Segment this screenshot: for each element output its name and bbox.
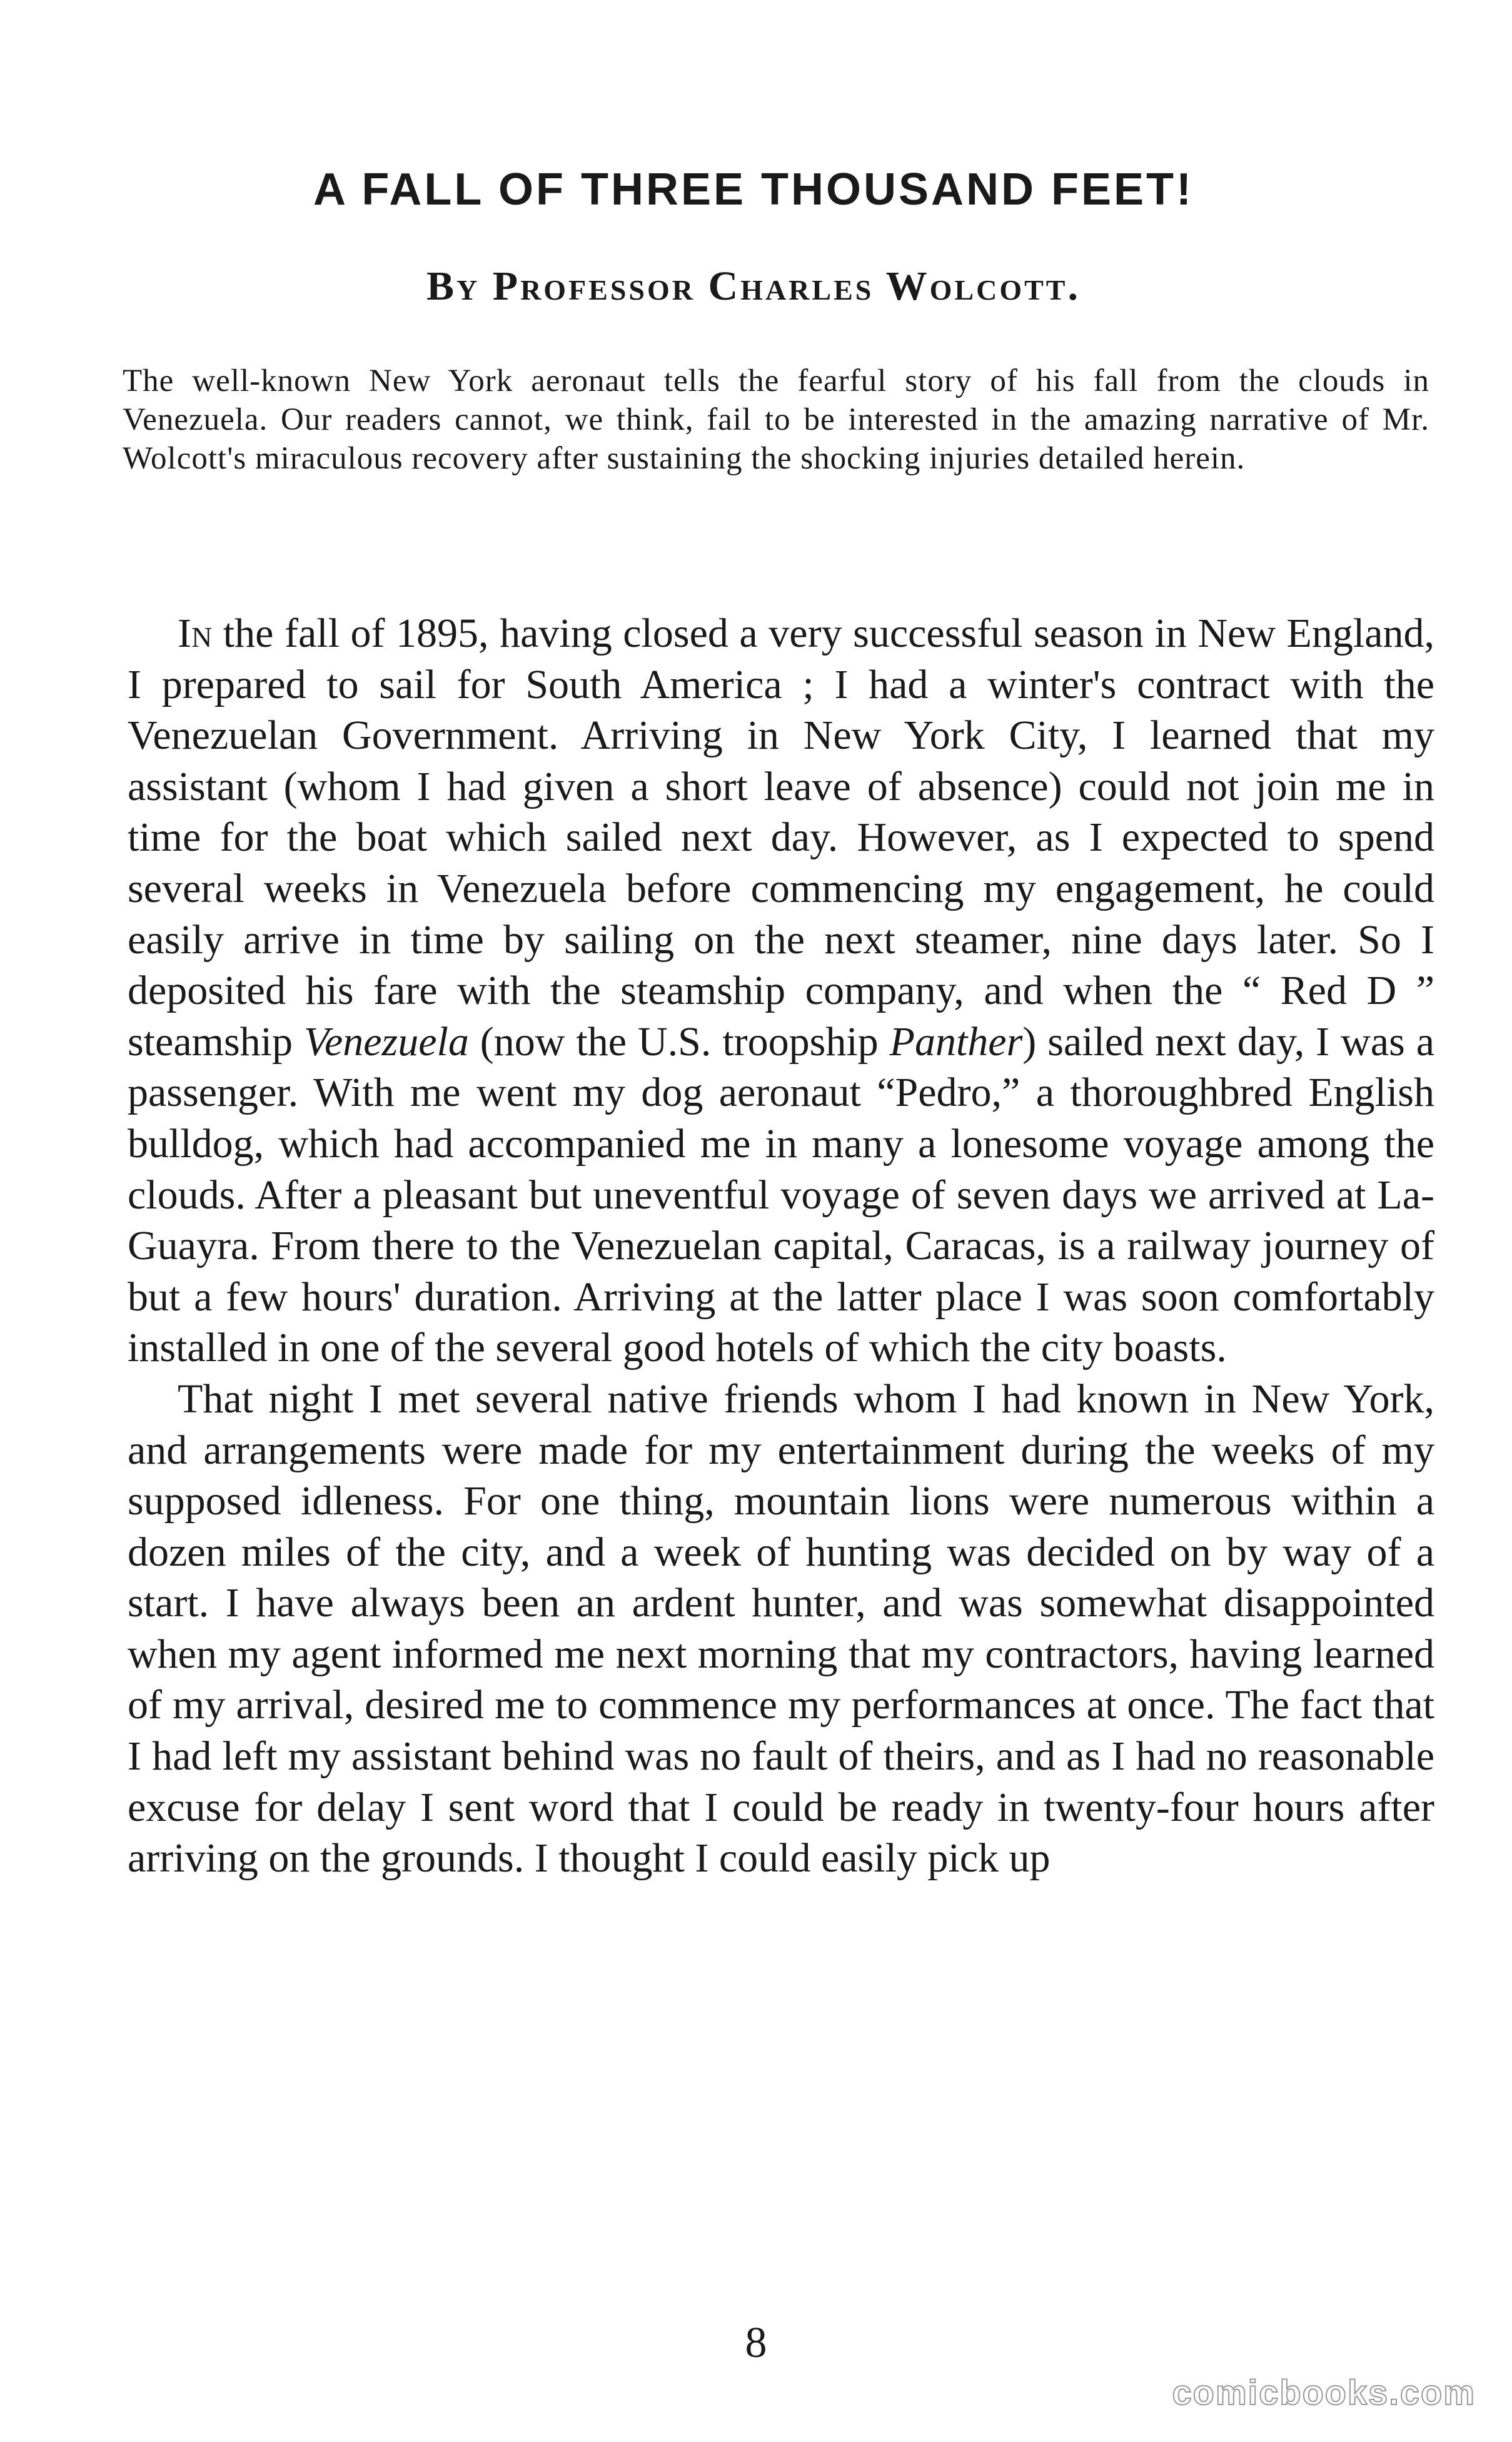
site-watermark: comicbooks.com (1172, 2373, 1476, 2412)
ship-name-panther: Panther (889, 1018, 1023, 1065)
ship-name-venezuela: Venezuela (303, 1018, 469, 1065)
paragraph-1-text-a: the fall of 1895, having closed a very successful season in New England, I prepared to sail for South America ; I had a winter's contract with the Venezuelan Government. Arriving in New York City, I learned that my assistant (whom I had given a short leave of absence) could not join me in time for the boat which sailed next day. However, as I expected to spend several weeks in Venezuela before commencing my engagement, he could easily arrive in time by sailing on the next steamer, nine days later. So I deposited his fare with the steamship company, and when the “ Red D ” steamship (128, 610, 1434, 1065)
article-title: A FALL OF THREE THOUSAND FEET! (313, 165, 1194, 215)
drop-cap: In (178, 610, 213, 656)
paragraph-1-text-c: ) sailed next day, I was a passenger. With me went my dog aeronaut “Pedro,” a thoroughbred English bulldog, which had accompanied me in many a lonesome voyage among the clouds. After a pleasant but uneventful voyage of seven days we arrived at La-Guayra. From there to the Venezuelan capital, Caracas, is a railway journey of but a few hours' duration. Arriving at the latter place I was soon comfortably installed in one of the several good hotels of which the city boasts. (128, 1018, 1435, 1371)
intro-summary: The well-known New York aeronaut tells the fearful story of his fall from the clouds in Venezuela. Our readers cannot, we think, fail to be interested in the amazing narrative of Mr. Wolcott's miraculous recovery after sustaining the shocking injuries detailed herein. (123, 363, 1429, 476)
paragraph-1-text-b: (now the U.S. troopship (468, 1018, 890, 1065)
paragraph-1 (128, 608, 1434, 1374)
article-body (128, 608, 1434, 1884)
page-number: 8 (745, 2319, 767, 2367)
author-byline: By Professor Charles Wolcott. (426, 263, 1081, 309)
paragraph-2: That night I met several native friends whom I had known in New York, and arrangements were made for my entertainment during the weeks of my supposed idleness. For one thing, mountain lions were numerous within a dozen miles of the city, and a week of hunting was decided on by way of a start. I have always been an ardent hunter, and was somewhat disappointed when my agent informed me next morning that my contractors, having learned of my arrival, desired me to commence my performances at once. The fact that I had left my assistant behind was no fault of theirs, and as I had no reasonable excuse for delay I sent word that I could be ready in twenty-four hours after arriving on the grounds. I thought I could easily pick up (128, 1376, 1434, 1882)
